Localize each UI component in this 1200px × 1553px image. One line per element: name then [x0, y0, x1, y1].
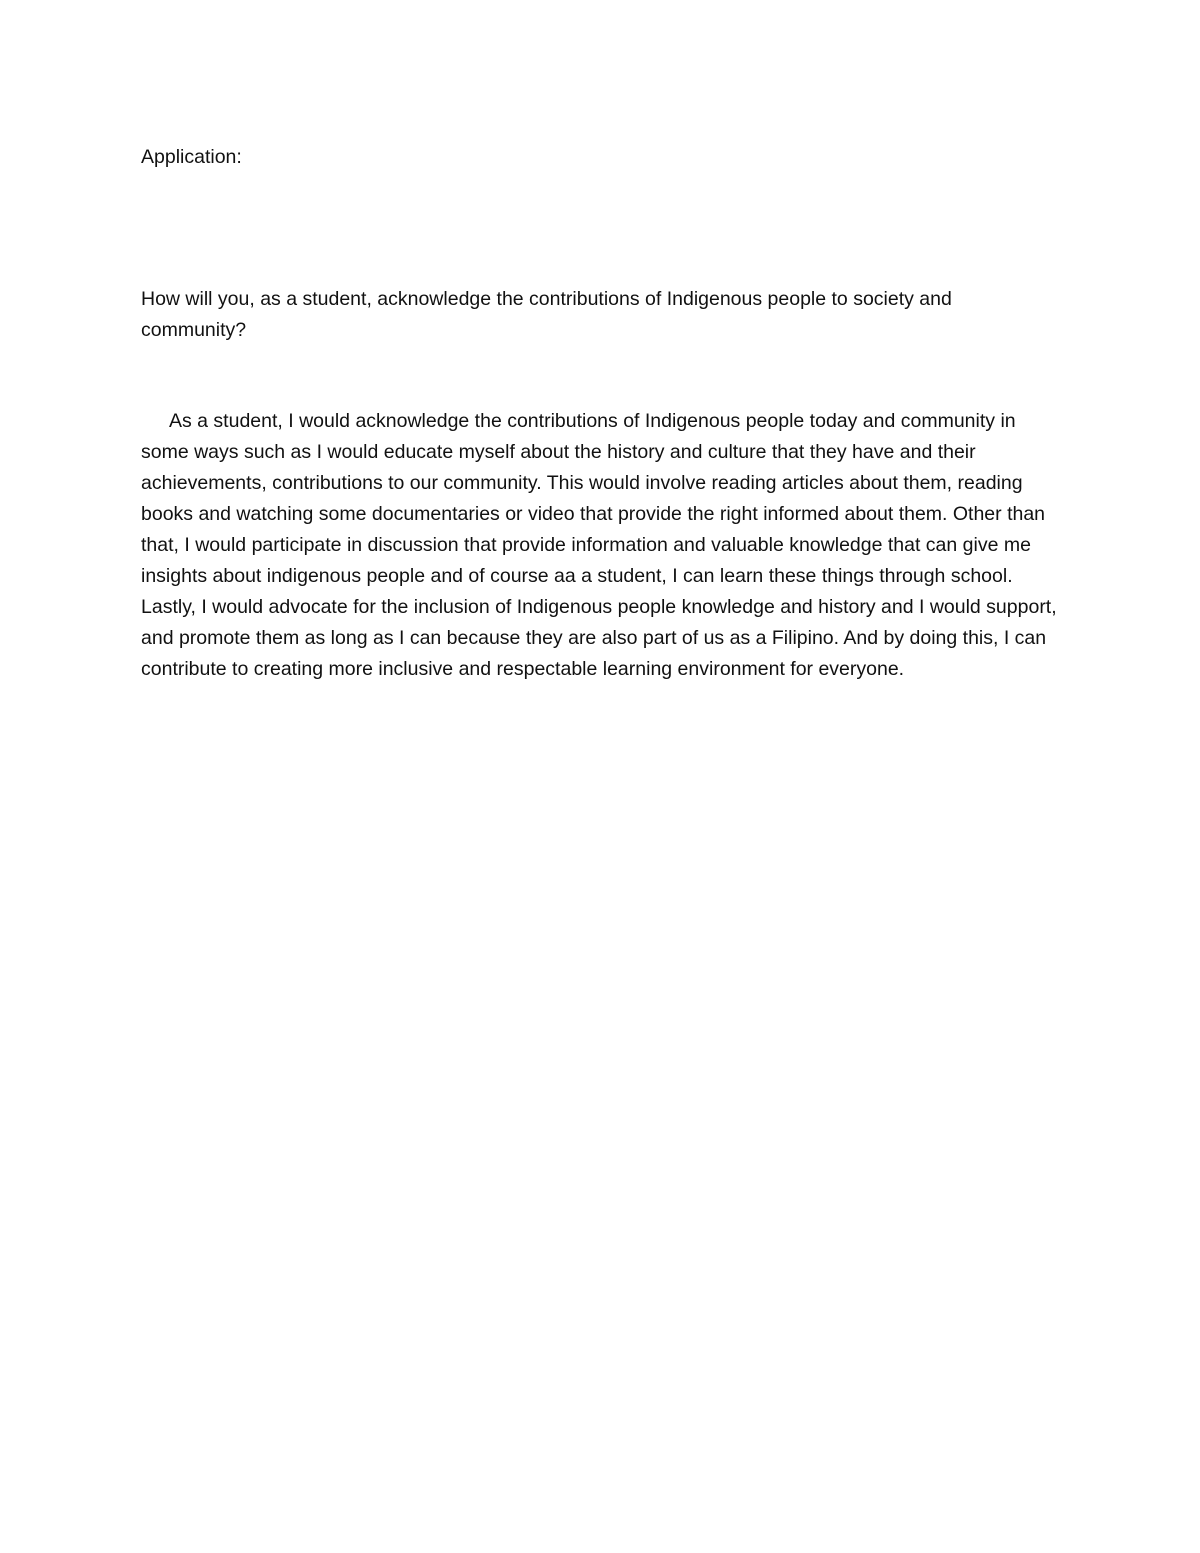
answer-paragraph: As a student, I would acknowledge the contributions of Indigenous people today and community in some ways such as I would educate myself about the history and culture that they have and their achievements, contributions to our community. This would involve reading articles about them, reading books and watching some documentaries or video that provide the right informed about them. Other than that, I would participate in discussion that provide information and valuable knowledge that can give me insights about indigenous people and of course aa a student, I can learn these things through school. Lastly, I would advocate for the inclusion of Indigenous people knowledge and history and I would support, and promote them as long as I can because they are also part of us as a Filipino. And by doing this, I can contribute to creating more inclusive and respectable learning environment for everyone.: [141, 410, 1057, 680]
question-paragraph: How will you, as a student, acknowledge the contributions of Indigenous people to society and community?: [141, 288, 952, 341]
section-heading: Application:: [141, 146, 242, 168]
